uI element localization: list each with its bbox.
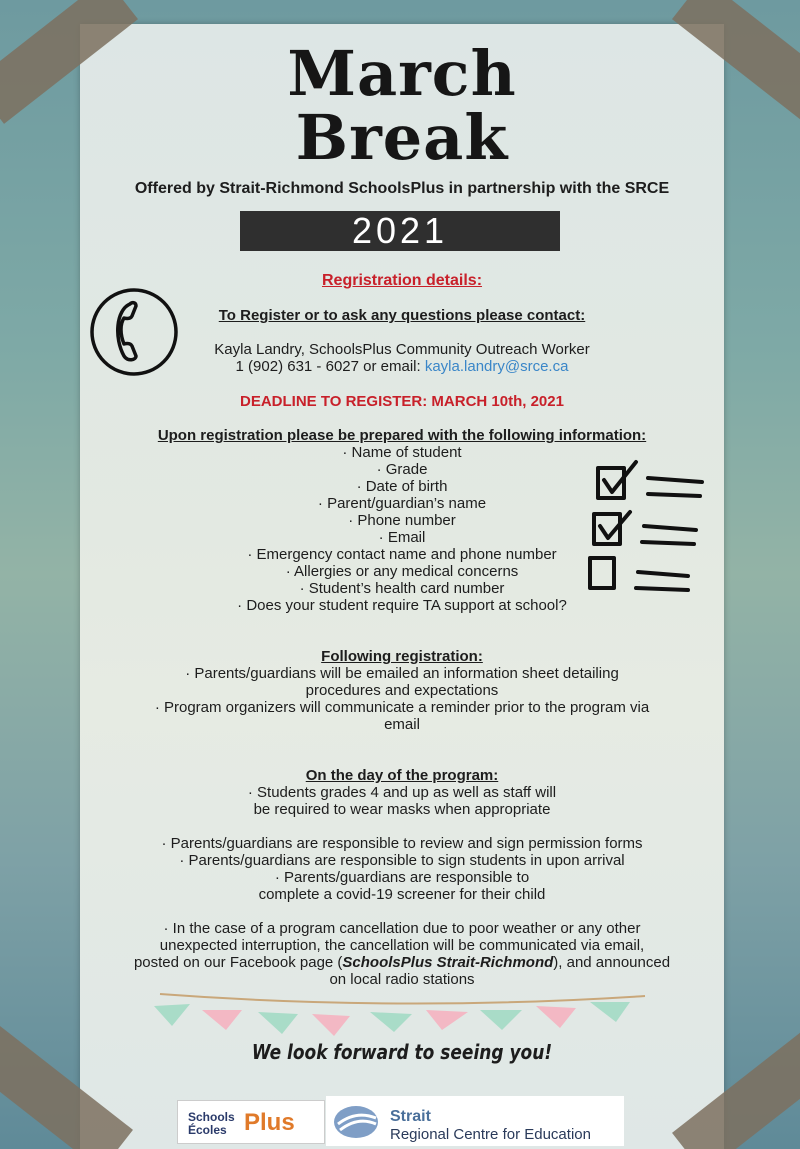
list-item: · Parent/guardian’s name	[317, 495, 487, 512]
schoolsplus-logo	[177, 1100, 325, 1144]
list-item: · Program organizers will communicate a reminder prior to the program via	[154, 699, 650, 716]
year-banner: 2021	[240, 211, 560, 251]
list-item: · Phone number	[348, 512, 456, 529]
offered-by: Offered by Strait-Richmond SchoolsPlus in partnership with the SRCE	[134, 180, 670, 197]
list-item: · In the case of a program cancellation due to poor weather or any other	[163, 920, 641, 937]
list-item: · Parents/guardians are responsible to review and sign permission forms	[161, 835, 643, 852]
list-item: · Does your student require TA support at school?	[237, 597, 567, 614]
page-title	[80, 37, 724, 174]
upon-registration-heading: Upon registration please be prepared with the following information:	[157, 427, 647, 444]
checklist-icon	[584, 458, 708, 598]
contact-heading: To Register or to ask any questions please contact:	[218, 307, 586, 324]
registration-heading-text: Regristration details:	[321, 272, 483, 289]
schoolsplus-plus: Plus	[244, 1109, 295, 1136]
srce-name-line-1: Strait	[390, 1108, 431, 1125]
schoolsplus-wordmark	[188, 1111, 235, 1137]
list-item: · Date of birth	[356, 478, 448, 495]
list-item: · Students grades 4 and up as well as staff will	[247, 784, 557, 801]
title-line-2: Break	[295, 101, 509, 174]
closing-message: We look forward to seeing you!	[251, 1040, 553, 1064]
list-item: · Parents/guardians will be emailed an information sheet detailing	[185, 665, 619, 682]
list-item: · Parents/guardians are responsible to	[274, 869, 530, 886]
list-item: · Allergies or any medical concerns	[285, 563, 519, 580]
srce-swoosh-icon	[332, 1104, 382, 1140]
garland-decoration	[150, 990, 650, 1036]
contact-phone-email	[80, 358, 724, 375]
facebook-suffix: ), and announced	[553, 954, 671, 971]
list-item: be required to wear masks when appropriate	[253, 801, 551, 818]
day-of-program-heading: On the day of the program:	[305, 767, 499, 784]
facebook-prefix: posted on our Facebook page (	[133, 954, 343, 971]
list-item: complete a covid-19 screener for their child	[258, 886, 546, 903]
facebook-page-name: SchoolsPlus Strait-Richmond	[342, 954, 554, 971]
title-line-1: March	[287, 37, 517, 110]
following-registration-section	[80, 648, 724, 733]
contact-name: Kayla Landry, SchoolsPlus Community Outreach Worker	[214, 341, 590, 358]
list-item: email	[384, 716, 420, 733]
following-registration-heading: Following registration:	[321, 648, 483, 665]
list-item: unexpected interruption, the cancellation will be communicated via email,	[159, 937, 645, 954]
deadline-notice: DEADLINE TO REGISTER: MARCH 10th, 2021	[240, 393, 564, 410]
schoolsplus-line-2: Écoles	[188, 1123, 227, 1137]
contact-phone: 1 (902) 631 - 6027 or email:	[235, 358, 425, 375]
list-item: · Parents/guardians are responsible to sign students in upon arrival	[179, 852, 625, 869]
srce-name-line-2: Regional Centre for Education	[390, 1126, 591, 1143]
list-item: · Student’s health card number	[299, 580, 505, 597]
day-of-program-section	[80, 767, 724, 988]
contact-email-link[interactable]: kayla.landry@srce.ca	[424, 358, 569, 375]
list-item: on local radio stations	[329, 971, 475, 988]
list-item: · Email	[378, 529, 426, 546]
list-item: procedures and expectations	[305, 682, 499, 699]
srce-logo	[326, 1096, 624, 1146]
list-item: · Grade	[376, 461, 428, 478]
schoolsplus-line-1: Schools	[188, 1110, 235, 1124]
list-item	[80, 954, 724, 971]
list-item: · Name of student	[342, 444, 462, 461]
list-item: · Emergency contact name and phone number	[247, 546, 557, 563]
